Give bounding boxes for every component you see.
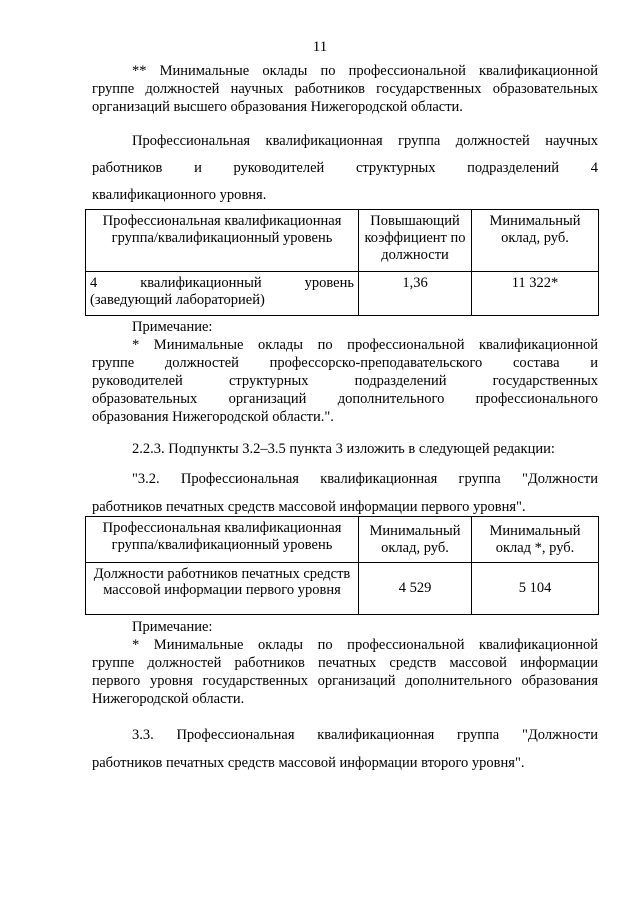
note-line: * Минимальные оклады по профессиональной квалификационной <box>132 637 598 653</box>
header-cell: Минимальный оклад, руб. <box>472 210 599 272</box>
word: квалификационная <box>317 727 435 743</box>
note-line: первого уровня государственных организаций дополнительного образования <box>92 673 598 689</box>
note-line-spread <box>92 390 598 408</box>
word: группа <box>457 727 500 743</box>
word: руководителей <box>233 160 325 176</box>
clause-line-spread <box>92 721 598 749</box>
word: подразделений <box>467 160 560 176</box>
word: Профессиональная <box>180 471 299 487</box>
clause-line: работников печатных средств массовой информации первого уровня". <box>92 499 526 515</box>
position-cell: Должности работников печатных средств массовой информации первого уровня <box>86 563 359 615</box>
clause-2-2-3 <box>92 440 598 458</box>
word: и <box>194 160 202 176</box>
page-number: 11 <box>312 39 328 55</box>
word: структурных <box>355 160 436 176</box>
word: подразделений <box>354 373 447 389</box>
table-print-media <box>85 516 599 615</box>
word: структурных <box>228 373 309 389</box>
note-line: группе должностей работников печатных средств массовой информации <box>92 655 598 671</box>
intro-line: квалификационного уровня. <box>92 187 267 203</box>
clause-line-spread <box>92 465 598 493</box>
word: 4 <box>90 275 98 291</box>
salary-star-cell: 5 104 <box>472 563 599 615</box>
word: профессорско-преподавательского <box>269 355 483 371</box>
word: "Должности <box>521 727 598 743</box>
note-scientific-workers <box>92 62 598 116</box>
level-cell <box>86 272 359 316</box>
word: 3.3. <box>132 727 154 743</box>
word: состава <box>512 355 560 371</box>
word: группа <box>458 471 501 487</box>
word: группе <box>92 355 135 371</box>
table-row <box>86 563 599 615</box>
table-header-row <box>86 517 599 563</box>
salary-cell: 4 529 <box>359 563 472 615</box>
word: руководителей <box>92 373 183 389</box>
word: организаций <box>228 391 307 407</box>
word: образовательных <box>92 391 198 407</box>
note-line: * Минимальные оклады по профессиональной квалификационной <box>132 337 598 353</box>
word: должностей <box>164 355 239 371</box>
intro-line-spread <box>92 155 598 182</box>
note-faculty <box>92 318 598 426</box>
header-cell: Минимальный оклад, руб. <box>359 517 472 563</box>
note-line-spread <box>92 372 598 390</box>
table-scientific-workers <box>85 209 599 316</box>
word: профессионального <box>475 391 598 407</box>
group1-intro <box>92 128 598 209</box>
note-line: организаций высшего образования Нижегородской области. <box>92 99 463 115</box>
note-line: группе должностей научных работников государственных образовательных <box>92 81 598 97</box>
word: квалификационный <box>140 275 262 291</box>
intro-line: Профессиональная квалификационная группа должностей научных <box>132 133 598 149</box>
clause-text: 2.2.3. Подпункты 3.2–3.5 пункта 3 изложить в следующей редакции: <box>132 441 555 457</box>
header-cell: Профессиональная квалификационная группа/квалификационный уровень <box>86 210 359 272</box>
clause-3-3 <box>92 721 598 777</box>
note-title: Примечание: <box>132 619 213 635</box>
word: и <box>590 355 598 371</box>
table-row <box>86 272 599 316</box>
note-line: ** Минимальные оклады по профессиональной квалификационной <box>132 63 598 79</box>
note-line: Нижегородской области. <box>92 691 245 707</box>
word: 4 <box>590 160 598 176</box>
note-print-media <box>92 618 598 708</box>
word: дополнительного <box>337 391 445 407</box>
word: "3.2. <box>132 471 160 487</box>
word: Профессиональная <box>176 727 295 743</box>
word: работников <box>92 160 163 176</box>
salary-cell: 11 322* <box>472 272 599 316</box>
clause-3-2 <box>92 465 598 521</box>
clause-line: работников печатных средств массовой информации второго уровня". <box>92 755 525 771</box>
coefficient-cell: 1,36 <box>359 272 472 316</box>
note-title: Примечание: <box>132 319 213 335</box>
header-cell: Повышающий коэффициент по должности <box>359 210 472 272</box>
word: квалификационная <box>320 471 438 487</box>
table-header-row <box>86 210 599 272</box>
note-line-spread <box>92 354 598 372</box>
header-cell: Минимальный оклад *, руб. <box>472 517 599 563</box>
header-cell: Профессиональная квалификационная группа/квалификационный уровень <box>86 517 359 563</box>
word: уровень <box>304 275 354 291</box>
word: государственных <box>492 373 598 389</box>
note-line: образования Нижегородской области.". <box>92 409 334 425</box>
word: "Должности <box>521 471 598 487</box>
level-subtitle: (заведующий лабораторией) <box>90 292 265 308</box>
